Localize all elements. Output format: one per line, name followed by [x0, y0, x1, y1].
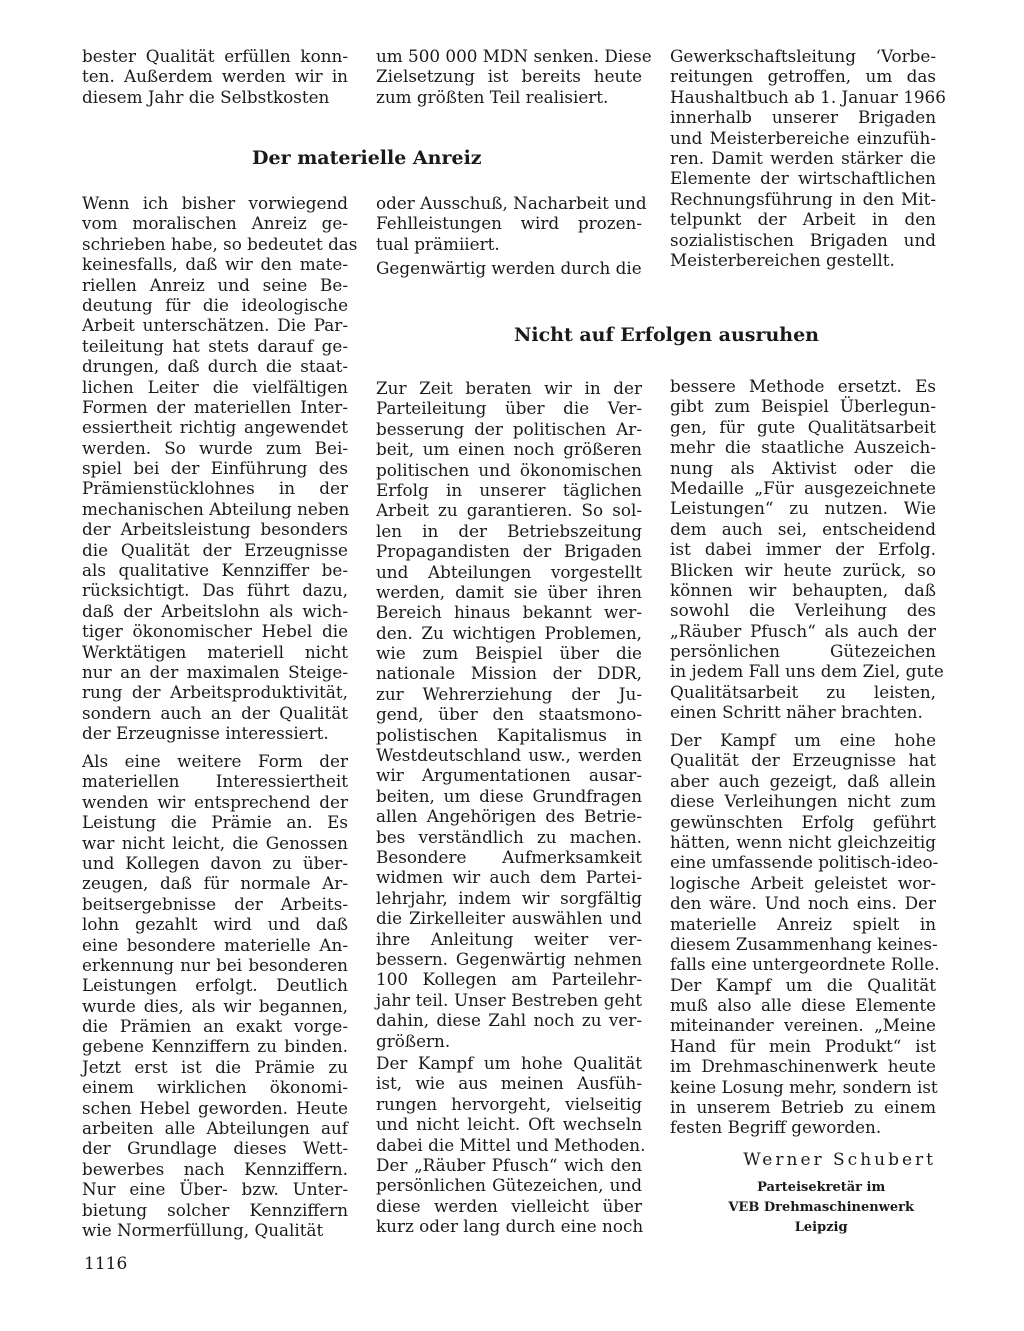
text-line: bes verständlich zu machen. [376, 826, 642, 847]
text-line: jahr teil. Unser Bestreben geht [376, 989, 642, 1010]
text-line: Medaille „Für ausgezeichnete [670, 477, 936, 498]
text-line: muß also alle diese Elemente [670, 995, 936, 1016]
text-line: wenden wir entsprechend der [82, 791, 348, 812]
text-line: zum größten Teil realisiert. [376, 86, 609, 107]
text-line: daß der Arbeitslohn als wich- [82, 600, 348, 621]
text-line: erkennung nur bei besonderen [82, 954, 348, 975]
text-line: tual prämiiert. [376, 233, 500, 254]
text-line: keine Losung mehr, sondern ist [670, 1076, 938, 1097]
text-column-top-3 [670, 46, 946, 270]
text-line: Nur eine Über- bzw. Unter- [82, 1179, 348, 1200]
text-line: Wenn ich bisher vorwiegend [82, 193, 348, 213]
text-column-anreiz-1a [82, 193, 358, 744]
text-line: mechanischen Abteilung neben [82, 498, 350, 519]
text-line: zeugen, daß für normale Ar- [82, 873, 348, 894]
text-line: gewünschten Erfolg geführt [670, 811, 936, 832]
text-line: Propagandisten der Brigaden [376, 541, 642, 562]
text-line: hätten, wenn nicht gleichzeitig [670, 831, 936, 852]
author-role-line-1: Parteisekretär im [757, 1180, 886, 1195]
text-line: materiellen Interessiertheit [82, 771, 348, 792]
text-line: Prämienstücklohnes in der [82, 478, 348, 499]
text-line: nung als Aktivist oder die [670, 457, 936, 478]
text-line: Qualität der Erzeugnisse hat [670, 750, 936, 771]
text-line: diese werden vielleicht über [376, 1195, 642, 1216]
text-line: Rechnungsführung in den Mit- [670, 188, 936, 209]
text-line: bester Qualität erfüllen konn- [82, 46, 348, 66]
text-line: rung der Arbeitsproduktivität, [82, 682, 348, 703]
text-line: in jedem Fall uns dem Ziel, gute [670, 661, 944, 682]
text-line: einem wirklichen ökonomi- [82, 1077, 348, 1098]
author-role-line-2: VEB Drehmaschinenwerk [728, 1200, 914, 1215]
text-line: zur Wehrerziehung der Ju- [376, 683, 642, 704]
author-role-line-3: Leipzig [794, 1220, 848, 1235]
text-line: „Räuber Pfusch“ als auch der [670, 620, 936, 641]
text-line: ten. Außerdem werden wir in [82, 66, 348, 87]
text-line: miteinander vereinen. „Meine [670, 1015, 936, 1036]
text-line: den. Zu wichtigen Problemen, [376, 622, 642, 643]
text-line: Der Kampf um hohe Qualität [376, 1053, 642, 1073]
text-column-erfolge-2b [376, 1053, 646, 1237]
section-heading-nicht-auf-erfolgen: Nicht auf Erfolgen ausruhen [514, 324, 819, 346]
text-column-top-2 [376, 46, 652, 107]
text-column-erfolge-3b [670, 730, 940, 1138]
text-line: aber auch gezeigt, daß allein [670, 770, 936, 791]
text-line: Elemente der wirtschaftlichen [670, 168, 936, 189]
text-line: materielle Anreiz spielt in [670, 913, 936, 934]
text-line: nationale Mission der DDR, [376, 663, 642, 684]
text-line: Haushaltbuch ab 1. Januar 1966 [670, 86, 946, 107]
text-line: Hand für mein Produkt“ ist [670, 1035, 936, 1056]
text-column-anreiz-2a [376, 193, 647, 254]
text-line: schrieben habe, so bedeutet das [82, 233, 358, 254]
text-line: wie zum Beispiel über die [376, 643, 642, 664]
text-line: Westdeutschland usw., werden [376, 745, 642, 766]
text-line: und Abteilungen vorgestellt [376, 561, 642, 582]
text-line: ist dabei immer der Erfolg. [670, 539, 936, 560]
text-line: Formen der materiellen Inter- [82, 396, 348, 417]
text-line: dem auch sei, entscheidend [670, 518, 936, 539]
text-column-erfolge-3a [670, 376, 944, 723]
text-line: Zielsetzung ist bereits heute [376, 66, 642, 87]
text-line: 100 Kollegen am Parteilehr- [376, 969, 642, 990]
text-line: und Kollegen davon zu über- [82, 852, 348, 873]
text-line: vom moralischen Anreiz ge- [82, 213, 348, 234]
text-line: dabei die Mittel und Methoden. [376, 1134, 646, 1155]
text-line: dahin, diese Zahl noch zu ver- [376, 1010, 642, 1031]
text-line: gend, über den staatsmono- [376, 704, 642, 725]
text-line: Leistungen“ zu nutzen. Wie [670, 498, 936, 519]
text-line: tiger ökonomischer Hebel die [82, 621, 348, 642]
text-line: beit, um einen noch größeren [376, 439, 642, 460]
text-line: lichen Leiter die vielfältigen [82, 376, 348, 397]
text-line: schen Hebel geworden. Heute [82, 1097, 348, 1118]
text-line: persönlichen Gütezeichen, und [376, 1175, 642, 1196]
text-line: lehrjahr, indem wir sorgfältig [376, 887, 642, 908]
text-line: gibt zum Beispiel Überlegun- [670, 396, 936, 417]
text-line: größern. [376, 1030, 451, 1051]
text-line: um 500 000 MDN senken. Diese [376, 46, 652, 66]
text-line: Gegenwärtig werden durch die [376, 258, 642, 278]
text-line: logische Arbeit geleistet wor- [670, 872, 936, 893]
text-line: Zur Zeit beraten wir in der [376, 378, 642, 398]
text-line: len in der Betriebszeitung [376, 520, 642, 541]
text-line: sowohl die Verleihung des [670, 600, 936, 621]
text-line: persönlichen Gütezeichen [670, 641, 936, 662]
text-line: oder Ausschuß, Nacharbeit und [376, 193, 647, 213]
text-line: widmen wir auch dem Partei- [376, 867, 642, 888]
text-line: werden. So wurde zum Bei- [82, 437, 348, 458]
text-line: kurz oder lang durch eine noch [376, 1216, 644, 1237]
text-line: essiertheit richtig angewendet [82, 417, 348, 438]
text-line: der Arbeitsleistung besonders [82, 519, 348, 540]
text-line: Arbeit zu garantieren. So sol- [376, 500, 642, 521]
text-line: sondern auch an der Qualität [82, 702, 348, 723]
text-line: im Drehmaschinenwerk heute [670, 1056, 936, 1077]
text-line: eine umfassende politisch-ideo- [670, 852, 939, 873]
text-line: Der Kampf um eine hohe [670, 730, 936, 750]
text-line: bewerbes nach Kennziffern. [82, 1158, 348, 1179]
author-role [728, 1178, 914, 1238]
text-line: nur an der maximalen Steige- [82, 661, 348, 682]
text-line: den wäre. Und noch eins. Der [670, 893, 936, 914]
text-line: ren. Damit werden stärker die [670, 147, 936, 168]
text-line: werden, damit sie über ihren [376, 581, 642, 602]
text-line: telpunkt der Arbeit in den [670, 209, 936, 230]
text-line: Werktätigen materiell nicht [82, 641, 348, 662]
text-line: Blicken wir heute zurück, so [670, 559, 936, 580]
text-line: einen Schritt näher brachten. [670, 702, 923, 723]
text-line: Jetzt erst ist die Prämie zu [82, 1056, 348, 1077]
text-line: arbeiten alle Abteilungen auf [82, 1118, 348, 1139]
text-line: war nicht leicht, die Genossen [82, 832, 348, 853]
text-line: Parteileitung über die Ver- [376, 398, 642, 419]
text-line: deutung für die ideologische [82, 294, 348, 315]
text-line: Gewerkschaftsleitung ‘Vorbe- [670, 46, 936, 66]
text-line: mehr die staatliche Auszeich- [670, 437, 936, 458]
text-line: Fehlleistungen wird prozen- [376, 213, 642, 234]
text-line: besserung der politischen Ar- [376, 418, 642, 439]
text-line: der Erzeugnisse interessiert. [82, 723, 329, 744]
text-line: eine besondere materielle An- [82, 934, 348, 955]
text-column-anreiz-2b [376, 258, 642, 278]
text-line: Der Kampf um die Qualität [670, 974, 936, 995]
text-line: gen, für gute Qualitätsarbeit [670, 416, 936, 437]
text-line: diesem Zusammenhang keines- [670, 933, 938, 954]
section-heading-materielle-anreiz: Der materielle Anreiz [252, 147, 482, 169]
text-line: der Grundlage dieses Wett- [82, 1138, 348, 1159]
text-line: festen Begriff geworden. [670, 1117, 882, 1138]
text-line: und nicht leicht. Oft wechseln [376, 1114, 642, 1135]
text-line: Der „Räuber Pfusch“ wich den [376, 1154, 642, 1175]
text-column-erfolge-2a [376, 378, 642, 1051]
text-line: Qualitätsarbeit zu leisten, [670, 681, 936, 702]
text-line: rücksichtigt. Das führt dazu, [82, 580, 348, 601]
text-line: beiten, um diese Grundfragen [376, 785, 642, 806]
text-line: gebene Kennziffern zu binden. [82, 1036, 348, 1057]
text-line: falls eine untergeordnete Rolle. [670, 954, 940, 975]
text-line: in unserem Betrieb zu einem [670, 1097, 936, 1118]
text-line: Erfolg in unserer täglichen [376, 479, 642, 500]
text-line: Arbeit unterschätzen. Die Par- [82, 315, 348, 336]
text-line: wie Normerfüllung, Qualität [82, 1219, 324, 1240]
text-line: innerhalb unserer Brigaden [670, 107, 936, 128]
text-column-top-1 [82, 46, 348, 107]
text-line: politischen und ökonomischen [376, 459, 642, 480]
text-line: beitsergebnisse der Arbeits- [82, 893, 348, 914]
text-line: drungen, daß durch die staat- [82, 356, 348, 377]
text-column-anreiz-1b [82, 751, 348, 1240]
text-line: reitungen getroffen, um das [670, 66, 936, 87]
text-line: wurde dies, als wir begannen, [82, 995, 348, 1016]
text-line: wir Argumentationen ausar- [376, 765, 642, 786]
text-line: lohn gezahlt wird und daß [82, 914, 348, 935]
text-line: diesem Jahr die Selbstkosten [82, 86, 330, 107]
text-line: Leistung die Prämie an. Es [82, 812, 348, 833]
text-line: sozialistischen Brigaden und [670, 229, 936, 250]
text-line: bessern. Gegenwärtig nehmen [376, 948, 642, 969]
text-line: bietung solcher Kennziffern [82, 1199, 348, 1220]
text-line: spiel bei der Einführung des [82, 458, 348, 479]
text-line: die Prämien an exakt vorge- [82, 1016, 348, 1037]
text-line: Meisterbereichen gestellt. [670, 249, 895, 270]
page-number: 1116 [84, 1254, 128, 1274]
text-line: die Zirkelleiter auswählen und [376, 908, 642, 929]
text-line: polistischen Kapitalismus in [376, 724, 642, 745]
text-line: Als eine weitere Form der [82, 751, 348, 771]
text-line: Leistungen erfolgt. Deutlich [82, 975, 348, 996]
text-line: ihre Anleitung weiter ver- [376, 928, 642, 949]
text-line: riellen Anreiz und seine Be- [82, 274, 348, 295]
text-line: bessere Methode ersetzt. Es [670, 376, 936, 396]
text-line: als qualitative Kennziffer be- [82, 560, 348, 581]
text-line: diese Verleihungen nicht zum [670, 791, 936, 812]
text-line: Bereich hinaus bekannt wer- [376, 602, 642, 623]
text-line: Besondere Aufmerksamkeit [376, 846, 642, 867]
text-line: und Meisterbereiche einzufüh- [670, 127, 936, 148]
text-line: können wir behaupten, daß [670, 579, 936, 600]
author-name: Werner Schubert [743, 1150, 936, 1170]
text-line: teileitung hat stets darauf ge- [82, 335, 348, 356]
text-line: allen Angehörigen des Betrie- [376, 806, 642, 827]
text-line: die Qualität der Erzeugnisse [82, 539, 348, 560]
text-line: ist, wie aus meinen Ausfüh- [376, 1073, 642, 1094]
text-line: keinesfalls, daß wir den mate- [82, 254, 348, 275]
text-line: rungen hervorgeht, vielseitig [376, 1093, 642, 1114]
